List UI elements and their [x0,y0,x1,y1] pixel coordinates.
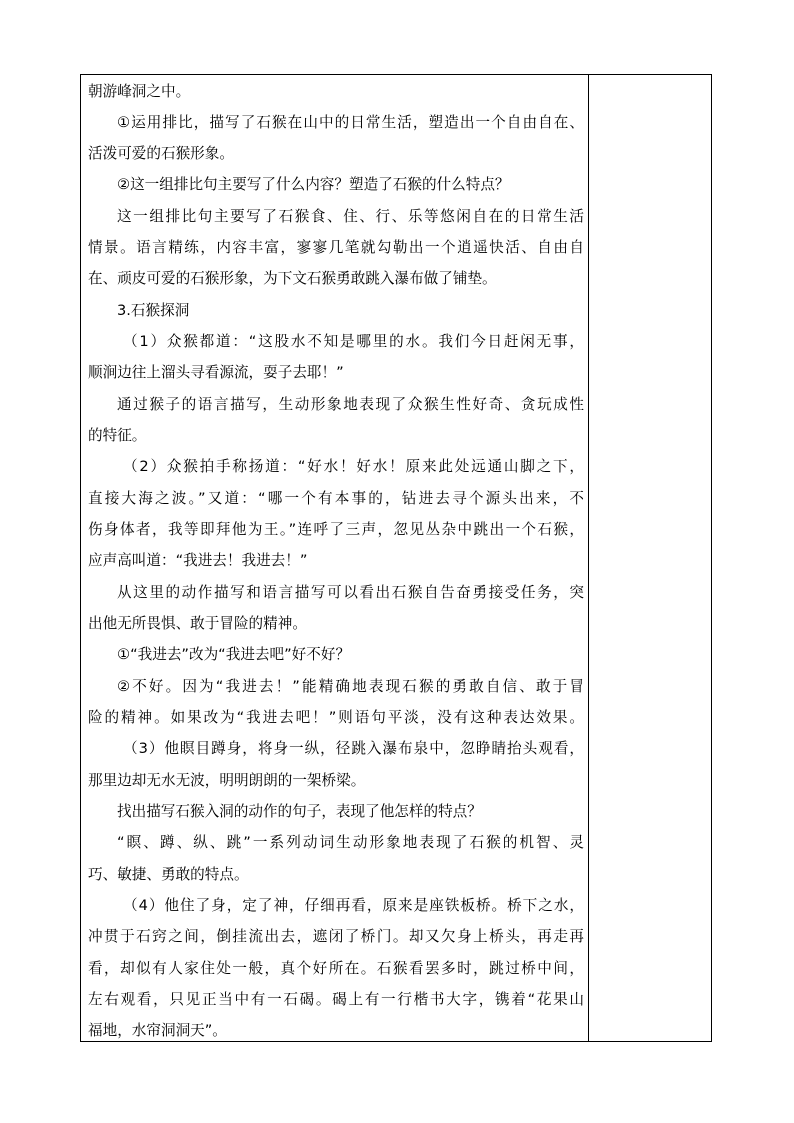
lesson-table [80,74,712,1042]
section-heading: 3.石猴探洞 [117,302,190,319]
text-line: 这一组排比句主要写了石猴食、住、行、乐等悠闲自在的日常生活 [117,208,584,225]
text-line: 找出描写石猴入洞的动作的句子，表现了他怎样的特点？ [117,803,482,820]
content-cell [81,75,588,1041]
text-line: 应声高叫道：“我进去！我进去！” [88,552,308,569]
text-line: 从这里的动作描写和语言描写可以看出石猴自告奋勇接受任务，突 [117,584,584,601]
text-line: 福地，水帘洞洞天”。 [88,1022,227,1039]
notes-cell [589,75,711,1041]
text-line: 险的精神。如果改为“我进去吧！”则语句平淡，没有这种表达效果。 [88,709,584,726]
text-line: 朝游峰洞之中。 [88,83,191,100]
text-line: 直接大海之波。”又道：“哪一个有本事的，钻进去寻个源头出来，不 [88,490,584,507]
text-line: （3）他瞑目蹲身，将身一纵，径跳入瀑布泉中，忽睁睛抬头观看， [123,740,584,757]
text-line: ②这一组排比句主要写了什么内容？塑造了石猴的什么特点？ [117,176,510,193]
text-line: 伤身体者，我等即拜他为王。”连呼了三声，忽见丛杂中跳出一个石猴， [88,521,584,538]
text-line: （4）他住了身，定了神，仔细再看，原来是座铁板桥。桥下之水， [123,897,584,914]
text-line: 左右观看，只见正当中有一石碣。碣上有一行楷书大字，镌着“花果山 [88,991,584,1008]
text-line: 巧、敏捷、勇敢的特点。 [88,866,249,883]
text-line: 在、顽皮可爱的石猴形象，为下文石猴勇敢跳入瀑布做了铺垫。 [88,270,497,287]
text-line: 出他无所畏惧、敢于冒险的精神。 [88,615,307,632]
text-line: （2）众猴拍手称扬道：“好水！好水！原来此处远通山脚之下， [123,458,584,475]
text-line: ②不好。因为“我进去！”能精确地表现石猴的勇敢自信、敢于冒 [117,678,584,695]
text-line: （1）众猴都道：“这股水不知是哪里的水。我们今日赶闲无事， [123,333,584,350]
text-line: ①运用排比，描写了石猴在山中的日常生活，塑造出一个自由自在、 [117,114,584,131]
text-line: 通过猴子的语言描写，生动形象地表现了众猴生性好奇、贪玩成性 [117,396,584,413]
text-line: 活泼可爱的石猴形象。 [88,145,234,162]
text-line: “瞑、蹲、纵、跳”一系列动词生动形象地表现了石猴的机智、灵 [117,834,584,851]
text-line: ①“我进去”改为“我进去吧”好不好？ [117,646,351,663]
text-line: 的特征。 [88,427,147,444]
text-line: 情景。语言精练，内容丰富，寥寥几笔就勾勒出一个逍遥快活、自由自 [88,239,584,256]
text-line: 冲贯于石窍之间，倒挂流出去，遮闭了桥门。却又欠身上桥头，再走再 [88,928,584,945]
text-line: 看，却似有人家住处一般，真个好所在。石猴看罢多时，跳过桥中间， [88,960,584,977]
text-line: 那里边却无水无波，明明朗朗的一架桥梁。 [88,772,366,789]
text-line: 顺涧边往上溜头寻看源流，耍子去耶！” [88,364,344,381]
